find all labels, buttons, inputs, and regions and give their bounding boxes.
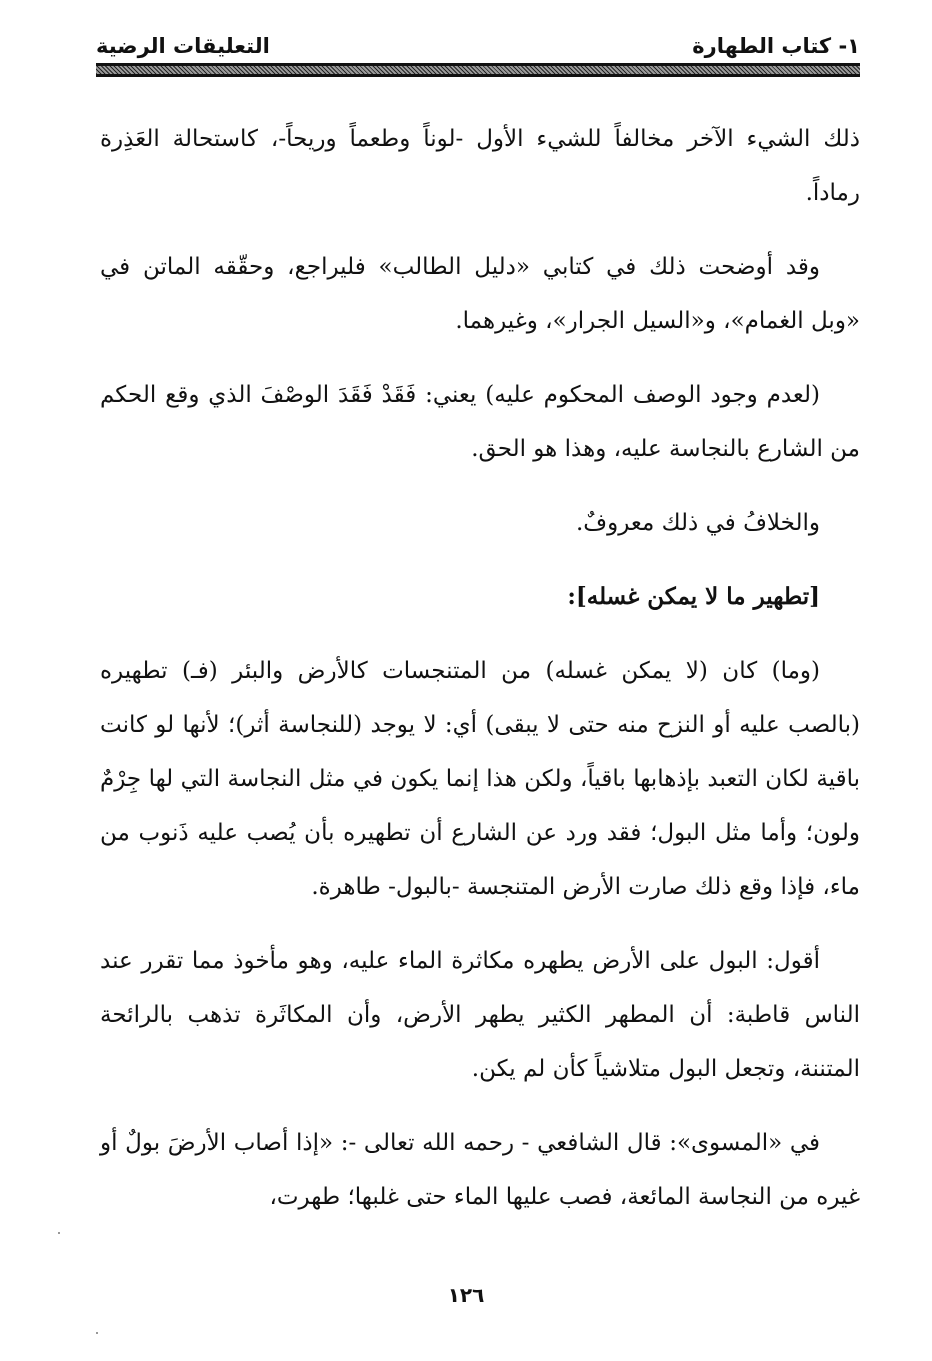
book-title: التعليقات الرضية bbox=[96, 34, 270, 58]
scan-speck bbox=[58, 1232, 60, 1234]
header-divider bbox=[96, 63, 860, 77]
paragraph-continuation: ذلك الشيء الآخر مخالفاً للشيء الأول -لوناً وطعماً وريحاً-، كاستحالة العَذِرة رماداً. bbox=[100, 126, 860, 206]
paragraph-author-comment: أقول: البول على الأرض يطهره مكاثرة الماء عليه، وهو مأخوذ مما تقرر عند الناس قاطبة: أن المطهر الكثير يطهر الأرض، وأن المكاثَرة تذهب بالرائحة المتننة، وتجعل البول متلاشياً كأن لم يكن. bbox=[100, 948, 860, 1082]
page-body bbox=[100, 112, 860, 1244]
page-number: ١٢٦ bbox=[447, 1283, 485, 1307]
paragraph-purification: (وما) كان (لا يمكن غسله) من المتنجسات كالأرض والبئر (فـ) تطهيره (بالصب عليه أو النزح منه حتى لا يبقى) أي: لا يوجد (للنجاسة أثر)؛ لأنها لو كانت باقية لكان التعبد بإذهابها باقياً، ولكن هذا إنما يكون في مثل النجاسة التي لها جِرْمٌ ولون؛ وأما مثل البول؛ فقد ورد عن الشارع أن تطهيره بأن يُصب عليه ذَنوب من ماء، فإذا وقع ذلك صارت الأرض المتنجسة -بالبول- طاهرة. bbox=[100, 658, 860, 900]
paragraph-reference: وقد أوضحت ذلك في كتابي «دليل الطالب» فليراجع، وحقّقه الماتن في «وبل الغمام»، و«السيل الجرار»، وغيرهما. bbox=[100, 254, 860, 334]
scan-speck bbox=[96, 1332, 98, 1334]
section-heading: [تطهير ما لا يمكن غسله]: bbox=[567, 583, 820, 610]
running-header bbox=[96, 30, 860, 78]
paragraph-explanation: (لعدم وجود الوصف المحكوم عليه) يعني: فَقَدْ فَقَدَ الوصْفَ الذي وقع الحكم من الشارع بالنجاسة عليه، وهذا هو الحق. bbox=[100, 382, 860, 462]
paragraph-disagreement: والخلافُ في ذلك معروفٌ. bbox=[575, 510, 820, 536]
paragraph-quote: في «المسوى»: قال الشافعي - رحمه الله تعالى -: «إذا أصاب الأرضَ بولٌ أو غيره من النجاسة المائعة، فصب عليها الماء حتى غلبها؛ طهرت، bbox=[100, 1130, 860, 1210]
chapter-title: ١- كتاب الطهارة bbox=[692, 34, 860, 58]
